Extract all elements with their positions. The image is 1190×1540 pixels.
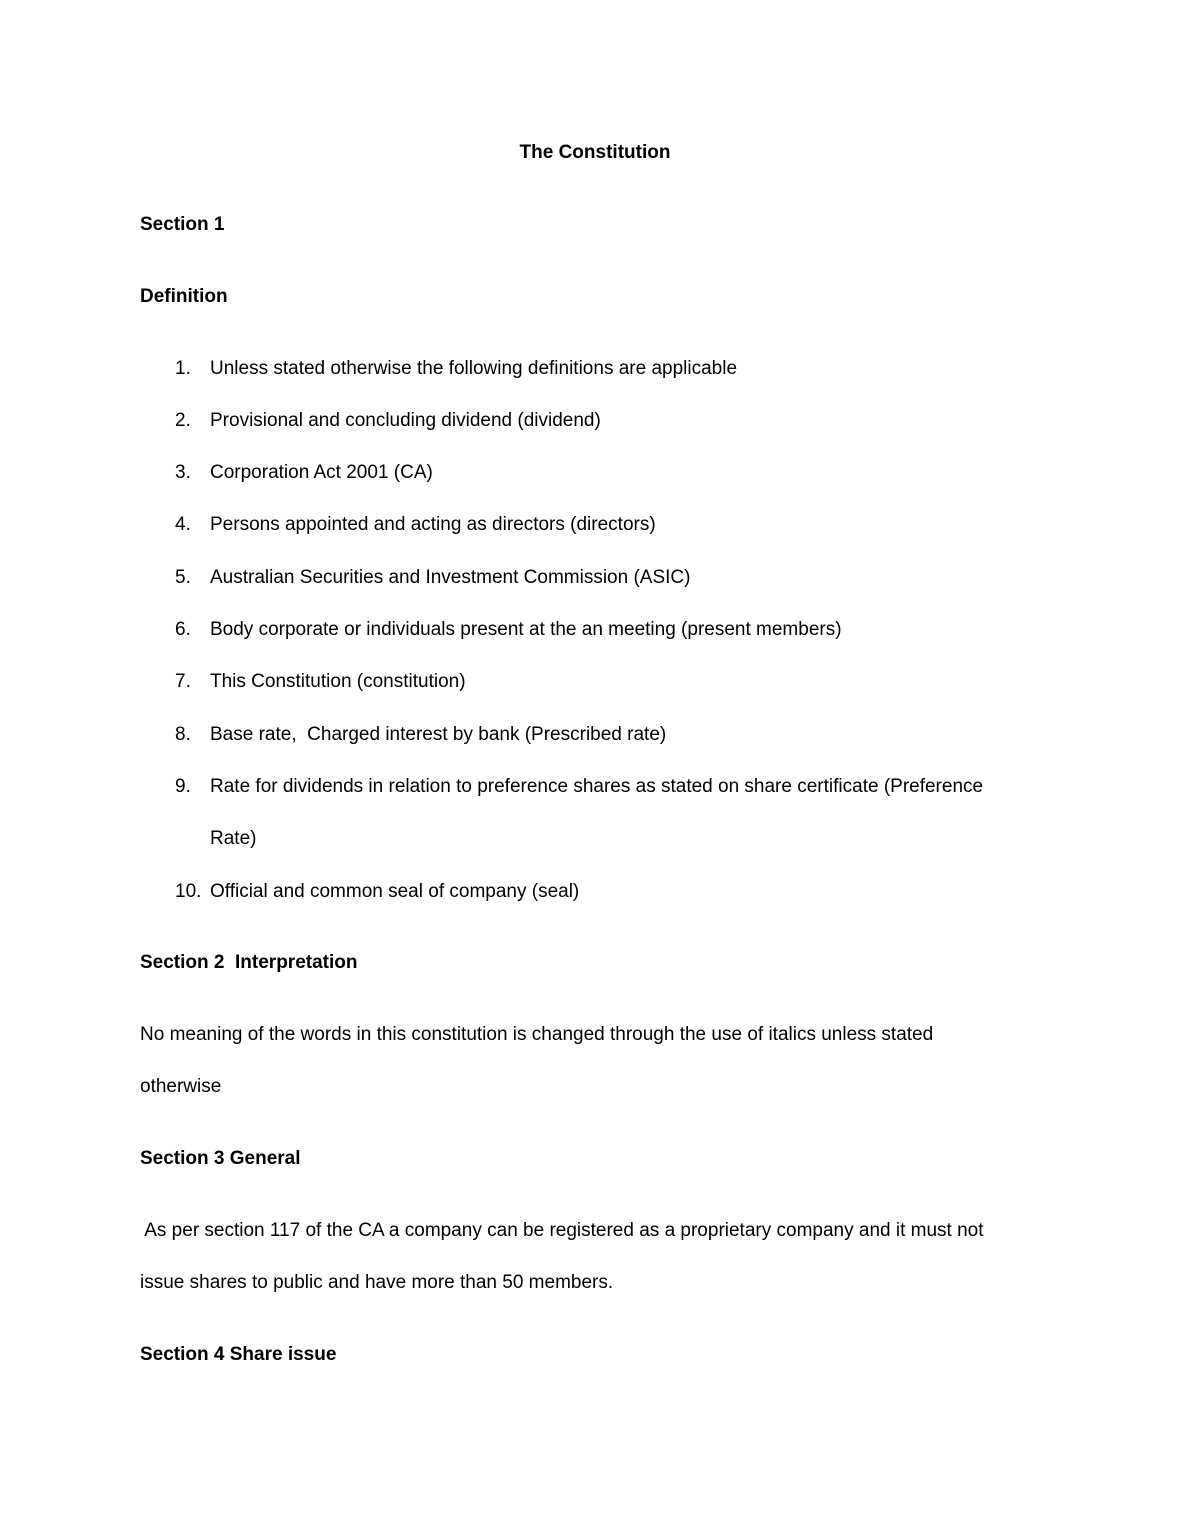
list-item-text: Official and common seal of company (seal) bbox=[210, 881, 580, 902]
section-2-paragraph-line: otherwise bbox=[140, 1076, 222, 1097]
list-item-text: Corporation Act 2001 (CA) bbox=[210, 462, 433, 483]
section-1-heading: Section 1 bbox=[140, 214, 225, 235]
definition-heading: Definition bbox=[140, 286, 228, 307]
section-2-heading: Section 2 Interpretation bbox=[140, 952, 358, 973]
list-item-text: Australian Securities and Investment Commission (ASIC) bbox=[210, 567, 691, 588]
list-item-number: 7. bbox=[175, 671, 191, 692]
section-4-heading: Section 4 Share issue bbox=[140, 1344, 337, 1365]
list-item-number: 9. bbox=[175, 776, 191, 797]
section-3-paragraph-line: issue shares to public and have more than 50 members. bbox=[140, 1272, 614, 1293]
list-item-number: 6. bbox=[175, 619, 191, 640]
section-3-paragraph-line: As per section 117 of the CA a company can be registered as a proprietary company and it must not bbox=[140, 1220, 984, 1241]
document-title: The Constitution bbox=[519, 142, 671, 163]
list-item-number: 2. bbox=[175, 410, 191, 431]
list-item-text: Rate) bbox=[210, 828, 257, 849]
list-item-text: Rate for dividends in relation to preference shares as stated on share certificate (Preference bbox=[210, 776, 984, 797]
section-2-paragraph-line: No meaning of the words in this constitution is changed through the use of italics unless stated bbox=[140, 1024, 934, 1045]
section-3-heading: Section 3 General bbox=[140, 1148, 301, 1169]
list-item-number: 3. bbox=[175, 462, 191, 483]
list-item-text: Unless stated otherwise the following definitions are applicable bbox=[210, 358, 738, 379]
list-item-number: 4. bbox=[175, 514, 191, 535]
list-item-text: Provisional and concluding dividend (dividend) bbox=[210, 410, 601, 431]
list-item-text: Body corporate or individuals present at the an meeting (present members) bbox=[210, 619, 842, 640]
list-item-number: 10. bbox=[175, 881, 202, 902]
list-item-number: 1. bbox=[175, 358, 191, 379]
list-item-number: 8. bbox=[175, 724, 191, 745]
list-item-text: Base rate, Charged interest by bank (Prescribed rate) bbox=[210, 724, 667, 745]
list-item-number: 5. bbox=[175, 567, 191, 588]
list-item-text: This Constitution (constitution) bbox=[210, 671, 466, 692]
list-item-text: Persons appointed and acting as directors (directors) bbox=[210, 514, 656, 535]
